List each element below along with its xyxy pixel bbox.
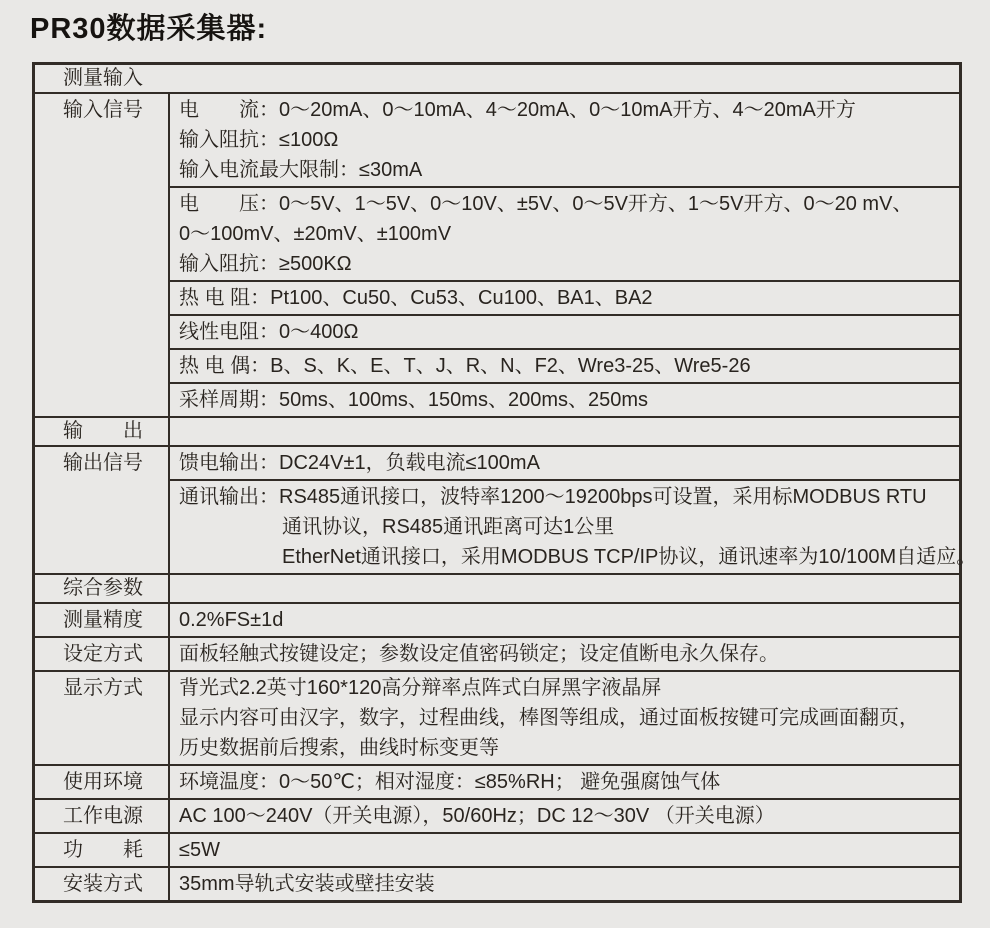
spec-line: 0.2%FS±1d <box>179 609 284 631</box>
row-label-output-signal: 输出信号 <box>63 452 143 474</box>
spec-line: 热 电 偶：B、S、K、E、T、J、R、N、F2、Wre3-25、Wre5-26 <box>179 355 751 377</box>
row-content-display-method <box>168 672 959 764</box>
spec-line: 显示内容可由汉字，数字，过程曲线，棒图等组成，通过面板按键可完成画面翻页， <box>179 707 919 729</box>
spec-line: 历史数据前后搜索，曲线时标变更等 <box>179 737 499 759</box>
spec-line: 环境温度：0～50℃；相对湿度：≤85%RH； 避免强腐蚀气体 <box>179 771 721 793</box>
section-display-method <box>35 670 959 764</box>
row-content-setting-method <box>168 638 959 670</box>
row-content-power-consumption <box>168 834 959 866</box>
row-content-output-signal <box>168 447 977 573</box>
spec-cell <box>170 672 959 764</box>
section-accuracy <box>35 602 959 636</box>
spec-line: AC 100～240V（开关电源），50/60Hz；DC 12～30V （开关电源） <box>179 805 775 827</box>
row-label-general-params: 综合参数 <box>63 577 143 599</box>
section-setting-method <box>35 636 959 670</box>
spec-cell <box>170 604 959 636</box>
row-content-input-signal <box>168 94 959 416</box>
spec-cell <box>170 447 959 479</box>
row-label-measurement-input: 测量输入 <box>63 67 143 89</box>
spec-cell <box>170 382 959 416</box>
section-environment <box>35 764 959 798</box>
spec-line: 输入电流最大限制：≤30mA <box>179 159 423 181</box>
row-label-installation: 安装方式 <box>63 873 143 895</box>
section-power-consumption <box>35 832 959 866</box>
section-power-supply <box>35 798 959 832</box>
spec-line: 热 电 阻：Pt100、Cu50、Cu53、Cu100、BA1、BA2 <box>179 287 653 309</box>
spec-cell <box>170 834 959 866</box>
page-title: PR30数据采集器: <box>30 13 268 45</box>
section-general-params <box>35 573 959 602</box>
row-label-display-method: 显示方式 <box>63 677 143 699</box>
row-label-input-signal: 输入信号 <box>63 99 143 121</box>
section-measurement-input <box>35 65 959 92</box>
section-installation <box>35 866 959 900</box>
spec-cell <box>170 280 959 314</box>
row-label-power-consumption: 功 耗 <box>63 839 143 861</box>
spec-cell <box>170 766 959 798</box>
row-label-setting-method: 设定方式 <box>63 643 143 665</box>
spec-cell <box>170 575 959 602</box>
row-label-environment: 使用环境 <box>63 771 143 793</box>
spec-line: 线性电阻：0～400Ω <box>179 321 359 343</box>
spec-line: 采样周期：50ms、100ms、150ms、200ms、250ms <box>179 389 649 411</box>
spec-cell <box>170 418 959 445</box>
row-label-accuracy: 测量精度 <box>63 609 143 631</box>
row-label-output: 输 出 <box>63 420 143 442</box>
row-content-environment <box>168 766 959 798</box>
spec-line: 背光式2.2英寸160*120高分辩率点阵式白屏黑字液晶屏 <box>179 677 662 699</box>
spec-line <box>179 576 953 601</box>
spec-cell <box>170 800 959 832</box>
spec-cell <box>170 479 977 573</box>
spec-line <box>179 419 953 444</box>
row-content-installation <box>168 868 959 900</box>
spec-line: ≤5W <box>179 839 220 861</box>
section-output <box>35 416 959 445</box>
spec-line: 面板轻触式按键设定；参数设定值密码锁定；设定值断电永久保存。 <box>179 643 779 665</box>
spec-line: 输入阻抗：≤100Ω <box>179 129 339 151</box>
row-content-output <box>168 418 959 445</box>
row-label-power-supply: 工作电源 <box>63 805 143 827</box>
row-content-power-supply <box>168 800 959 832</box>
spec-line: 电 压：0～5V、1～5V、0～10V、±5V、0～5V开方、1～5V开方、0～20 mV、 <box>179 193 913 215</box>
spec-line: 通讯协议，RS485通讯距离可达1公里 <box>282 516 615 538</box>
spec-cell <box>170 638 959 670</box>
spec-line: 35mm导轨式安装或壁挂安装 <box>179 873 435 895</box>
spec-line: 输入阻抗：≥500KΩ <box>179 253 352 275</box>
spec-cell <box>170 868 959 900</box>
spec-line: 0～100mV、±20mV、±100mV <box>179 223 452 245</box>
spec-cell <box>170 94 959 186</box>
spec-line: EtherNet通讯接口，采用MODBUS TCP/IP协议，通讯速率为10/100M自适应。 <box>282 546 977 568</box>
spec-cell <box>170 186 959 280</box>
spec-line: 电 流：0～20mA、0～10mA、4～20mA、0～10mA开方、4～20mA开方 <box>179 99 856 121</box>
spec-line: 通讯输出：RS485通讯接口，波特率1200～19200bps可设置，采用标MODBUS RTU <box>179 486 927 508</box>
spec-line: 馈电输出：DC24V±1，负载电流≤100mA <box>179 452 540 474</box>
row-content-general-params <box>168 575 959 602</box>
spec-cell <box>170 314 959 348</box>
section-output-signal <box>35 445 977 573</box>
row-content-accuracy <box>168 604 959 636</box>
section-input-signal <box>35 92 959 416</box>
spec-table <box>32 62 977 903</box>
spec-cell <box>170 348 959 382</box>
